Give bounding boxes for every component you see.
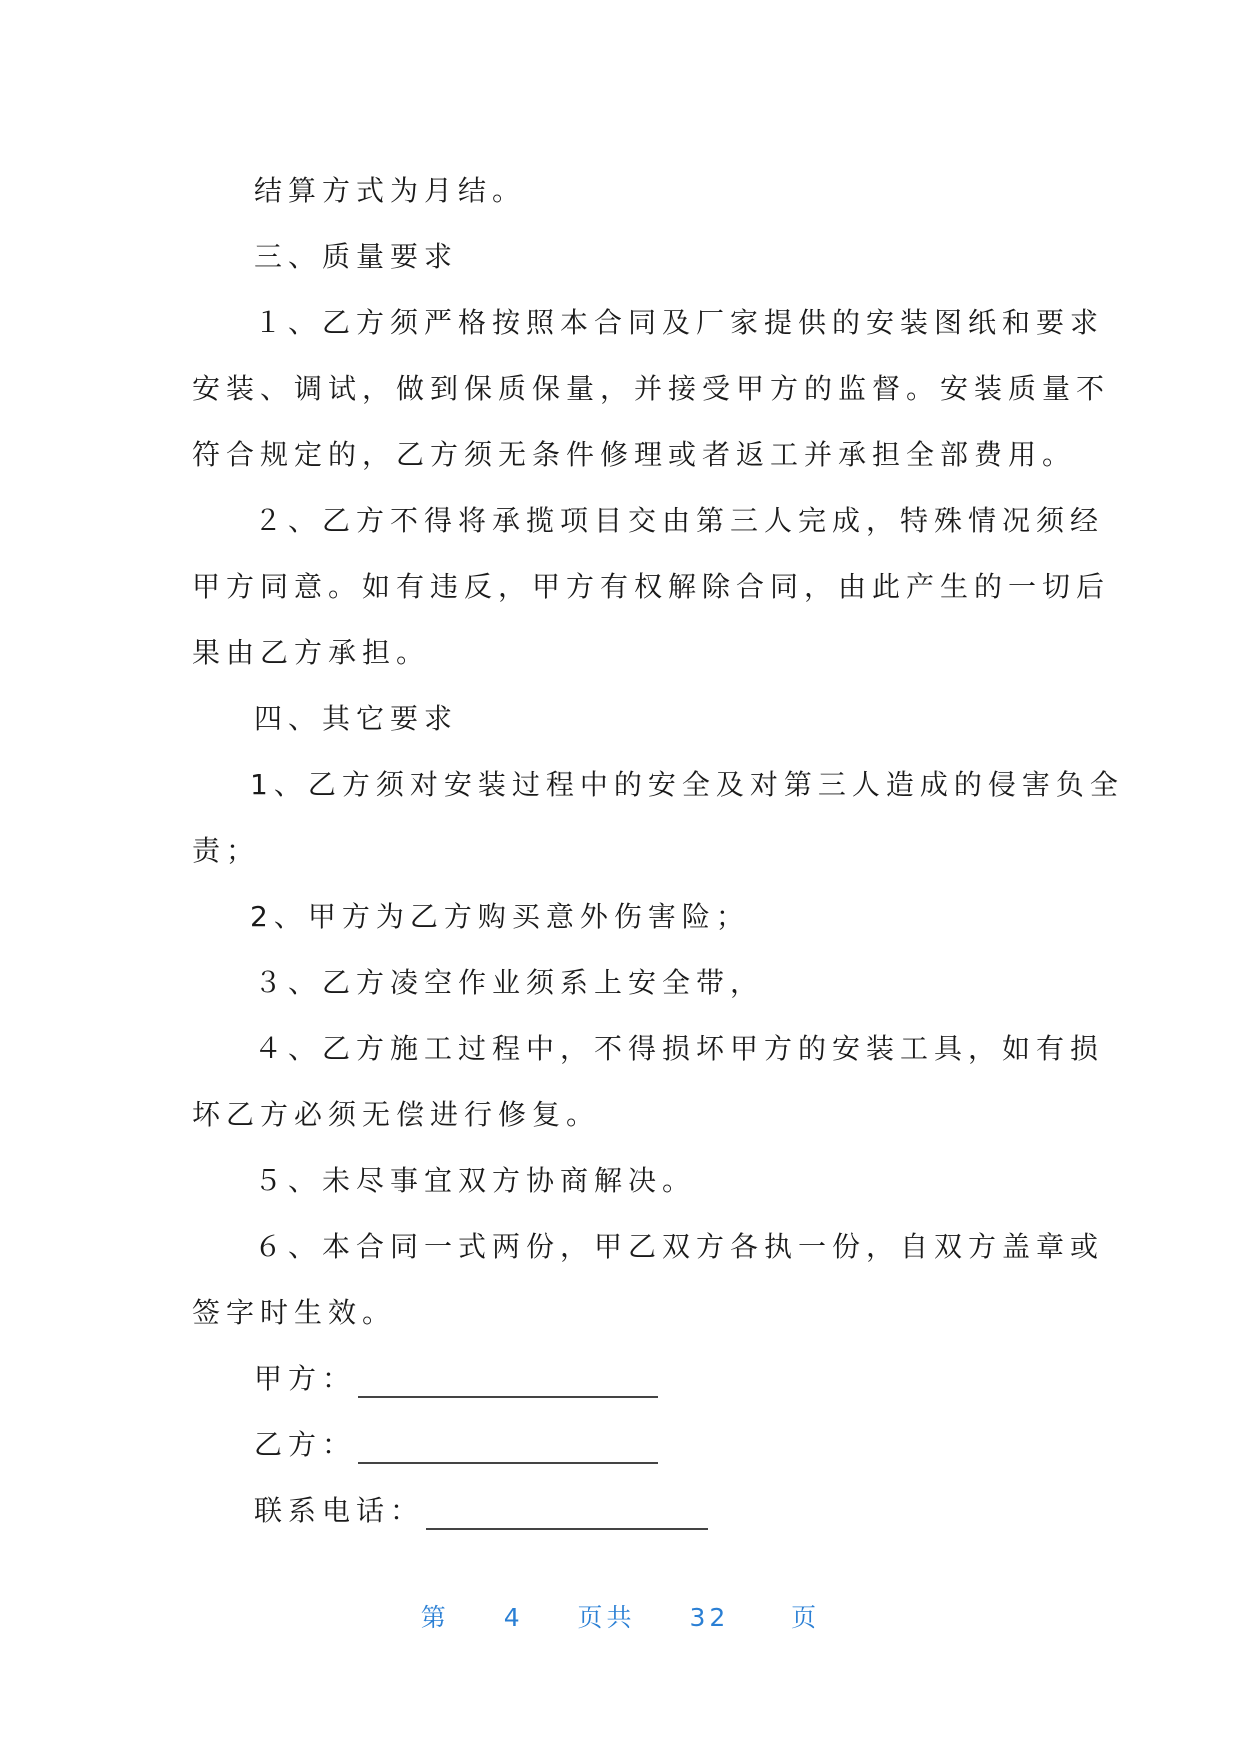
paragraph-line: 2、甲方为乙方购买意外伤害险； xyxy=(250,900,750,933)
section-heading: 三、质量要求 xyxy=(254,240,459,273)
page-footer xyxy=(0,1598,1241,1634)
paragraph-line: 签字时生效。 xyxy=(192,1296,397,1329)
footer-middle: 页共 xyxy=(577,1603,636,1632)
signature-phone xyxy=(192,1478,1052,1544)
paragraph-line: 坏乙方必须无偿进行修复。 xyxy=(192,1098,601,1131)
paragraph-line: ４、乙方施工过程中，不得损坏甲方的安装工具，如有损 xyxy=(254,1032,1105,1065)
paragraph-line: 安装、调试，做到保质保量，并接受甲方的监督。安装质量不 xyxy=(192,372,1111,405)
paragraph-line: ３、乙方凌空作业须系上安全带， xyxy=(254,966,765,999)
footer-prefix: 第 xyxy=(420,1603,450,1632)
signature-party-a xyxy=(192,1346,1052,1412)
paragraph-line: 责； xyxy=(192,834,261,867)
section-heading: 四、其它要求 xyxy=(254,702,459,735)
document-body xyxy=(192,158,1124,1544)
paragraph-line: ２、乙方不得将承揽项目交由第三人完成，特殊情况须经 xyxy=(254,504,1105,537)
party-a-label: 甲方： xyxy=(254,1362,357,1395)
party-a-blank-line xyxy=(358,1396,658,1398)
paragraph-line: 符合规定的，乙方须无条件修理或者返工并承担全部费用。 xyxy=(192,438,1077,471)
paragraph-line: １、乙方须严格按照本合同及厂家提供的安装图纸和要求 xyxy=(254,306,1105,339)
footer-total-pages: 32 xyxy=(689,1603,730,1632)
paragraph-line: ６、本合同一式两份，甲乙双方各执一份，自双方盖章或 xyxy=(254,1230,1105,1263)
footer-suffix: 页 xyxy=(791,1603,821,1632)
phone-blank-line xyxy=(426,1528,708,1530)
footer-page-number: 4 xyxy=(503,1603,524,1632)
phone-label: 联系电话： xyxy=(254,1494,425,1527)
paragraph-line: 结算方式为月结。 xyxy=(254,174,527,207)
paragraph-line: ５、未尽事宜双方协商解决。 xyxy=(254,1164,697,1197)
party-b-blank-line xyxy=(358,1462,658,1464)
signature-party-b xyxy=(192,1412,1052,1478)
paragraph-line: 果由乙方承担。 xyxy=(192,636,431,669)
paragraph-line: 1、乙方须对安装过程中的安全及对第三人造成的侵害负全 xyxy=(250,768,1124,801)
paragraph-line: 甲方同意。如有违反，甲方有权解除合同，由此产生的一切后 xyxy=(192,570,1111,603)
party-b-label: 乙方： xyxy=(254,1428,357,1461)
